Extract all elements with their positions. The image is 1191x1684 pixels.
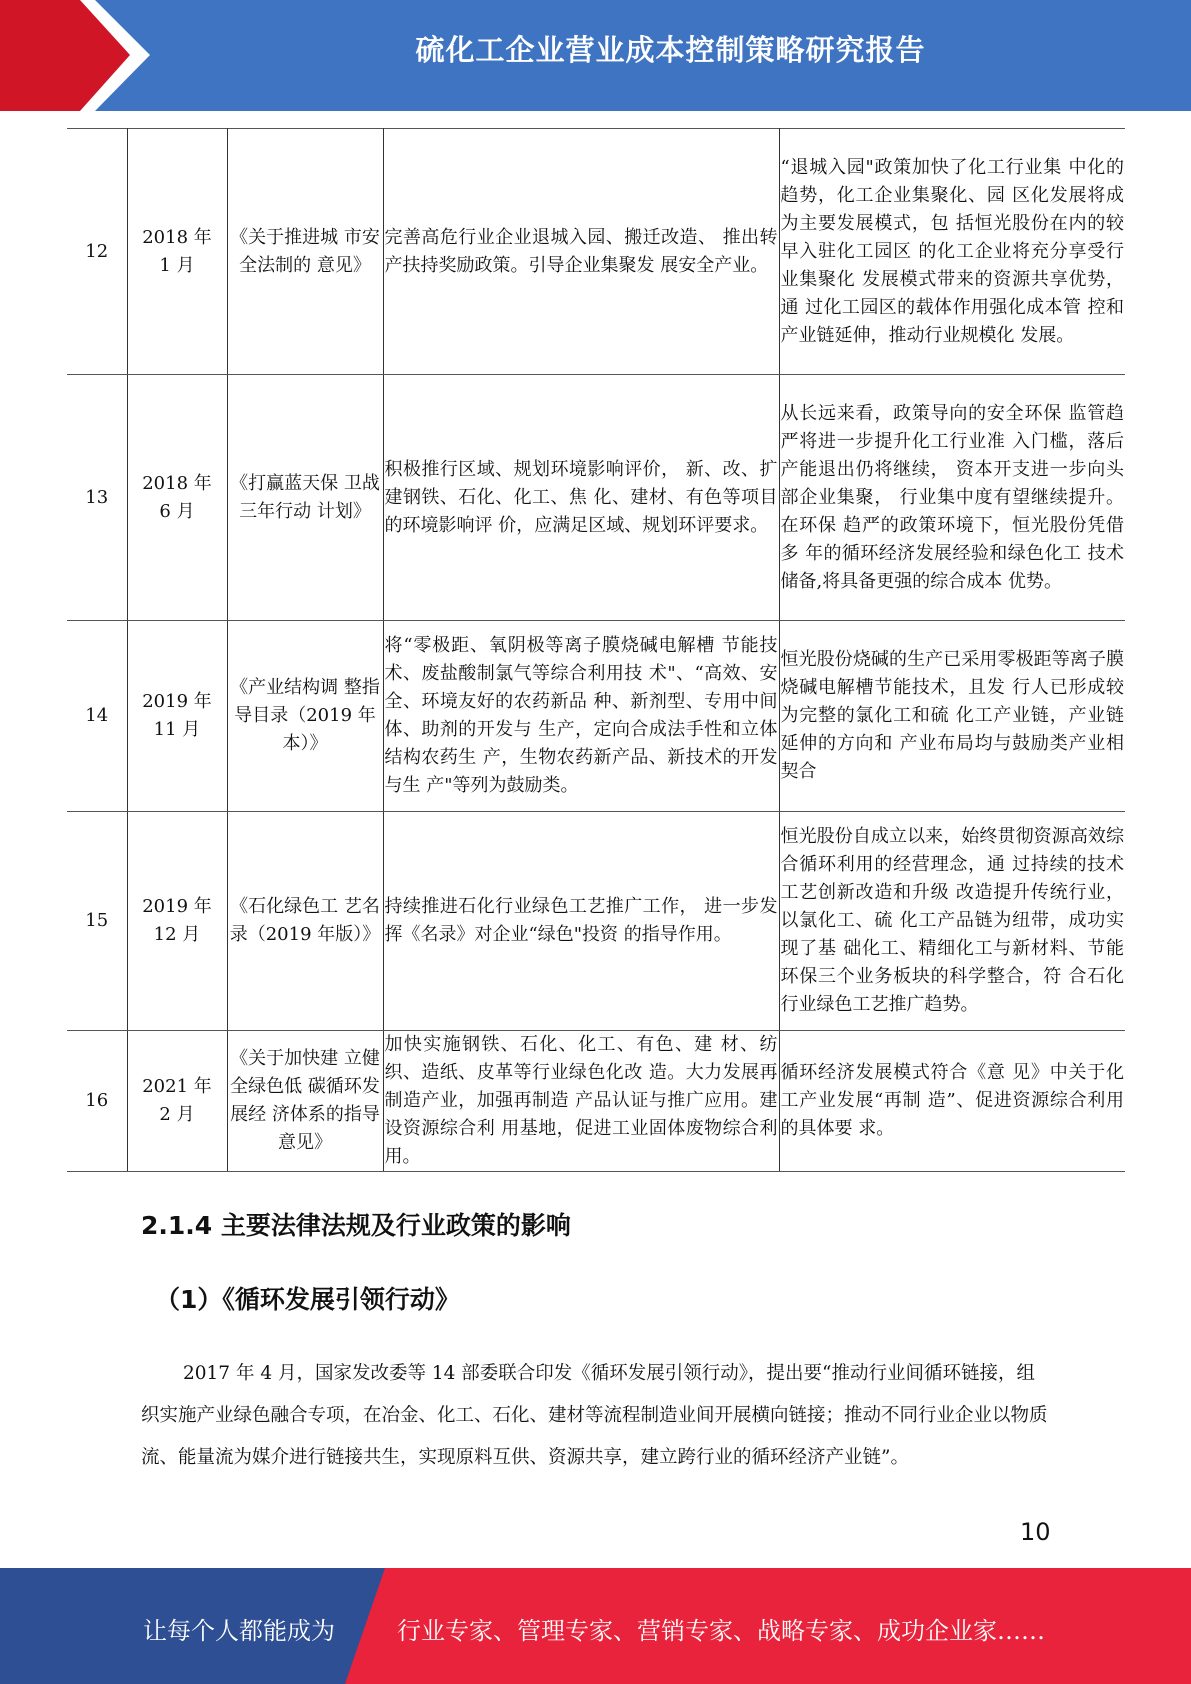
header-title: 硫化工企业营业成本控制策略研究报告 bbox=[415, 33, 926, 67]
row-date: 2018 年 6 月 bbox=[127, 375, 227, 621]
row-policy-content: 积极推行区域、规划环境影响评价， 新、改、扩建钢铁、石化、化工、焦 化、建材、有色等项目的环境影响评 价，应满足区域、规划环评要求。 bbox=[383, 375, 779, 621]
footer-slogan-right: 行业专家、管理专家、营销专家、战略专家、成功企业家…… bbox=[397, 1617, 1045, 1645]
row-policy-content: 加快实施钢铁、石化、化工、有色、建 材、纺织、造纸、皮革等行业绿色化改 造。大力发展再制造产业，加强再制造 产品认证与推广应用。建设资源综合利 用基地，促进工业固体废物综合利用。 bbox=[383, 1031, 779, 1172]
row-policy-name: 《产业结构调 整指导目录（2019 年本）》 bbox=[227, 621, 383, 812]
row-number: 16 bbox=[67, 1031, 127, 1172]
row-policy-name: 《石化绿色工 艺名录（2019 年版）》 bbox=[227, 812, 383, 1031]
table-row bbox=[67, 621, 1125, 812]
row-policy-content: 持续推进石化行业绿色工艺推广工作， 进一步发挥《名录》对企业“绿色"投资 的指导作用。 bbox=[383, 812, 779, 1031]
row-policy-impact: 从长远来看，政策导向的安全环保 监管趋严将进一步提升化工行业准 入门槛，落后产能退出仍将继续， 资本开支进一步向头部企业集聚， 行业集中度有望继续提升。在环保 趋严的政策环境下，恒光股份凭借多 年的循环经济发展经验和绿色化工 技术储备,将具备更强的综合成本 优势。 bbox=[779, 375, 1125, 621]
row-policy-name: 《关于加快建 立健全绿色低 碳循环发展经 济体系的指导 意见》 bbox=[227, 1031, 383, 1172]
subsection-heading: （1）《循环发展引领行动》 bbox=[155, 1285, 460, 1314]
table-row bbox=[67, 129, 1125, 375]
row-policy-name: 《打赢蓝天保 卫战三年行动 计划》 bbox=[227, 375, 383, 621]
row-policy-impact: 恒光股份烧碱的生产已采用零极距等离子膜烧碱电解槽节能技术，且发 行人已形成较为完整的氯化工和硫 化工产业链，产业链延伸的方向和 产业布局均与鼓励类产业相契合 bbox=[779, 621, 1125, 812]
table-row bbox=[67, 1031, 1125, 1172]
row-number: 12 bbox=[67, 129, 127, 375]
body-paragraph: 2017 年 4 月，国家发改委等 14 部委联合印发《循环发展引领行动》，提出要“推动行业间循环链接，组织实施产业绿色融合专项，在冶金、化工、石化、建材等流程制造业间开展横向链接；推动不同行业企业以物质流、能量流为媒介进行链接共生，实现原料互供、资源共享，建立跨行业的循环经济产业链”。 bbox=[141, 1363, 1048, 1468]
page-number: 10 bbox=[1020, 1518, 1051, 1546]
page-header bbox=[0, 0, 1191, 111]
row-date: 2018 年 1 月 bbox=[127, 129, 227, 375]
row-policy-impact: 循环经济发展模式符合《意 见》中关于化工产业发展“再制 造”、促进资源综合利用的具体要 求。 bbox=[779, 1031, 1125, 1172]
row-policy-content: 将“零极距、氧阴极等离子膜烧碱电解槽 节能技术、废盐酸制氯气等综合利用技 术"、“高效、安全、环境友好的农药新品 种、新剂型、专用中间体、助剂的开发与 生产，定向合成法手性和立体结构农药生 产，生物农药新产品、新技术的开发与生 产"等列为鼓励类。 bbox=[383, 621, 779, 812]
row-policy-content: 完善高危行业企业退城入园、搬迁改造、 推出转产扶持奖励政策。引导企业集聚发 展安全产业。 bbox=[383, 129, 779, 375]
row-date: 2021 年 2 月 bbox=[127, 1031, 227, 1172]
table-row bbox=[67, 812, 1125, 1031]
row-policy-name: 《关于推进城 市安全法制的 意见》 bbox=[227, 129, 383, 375]
row-date: 2019 年 12 月 bbox=[127, 812, 227, 1031]
row-date: 2019 年 11 月 bbox=[127, 621, 227, 812]
row-policy-impact: “退城入园"政策加快了化工行业集 中化的趋势，化工企业集聚化、园 区化发展将成为主要发展模式，包 括恒光股份在内的较早入驻化工园区 的化工企业将充分享受行业集聚化 发展模式带来的资源共享优势，通 过化工园区的载体作用强化成本管 控和产业链延伸，推动行业规模化 发展。 bbox=[779, 129, 1125, 375]
row-number: 13 bbox=[67, 375, 127, 621]
row-number: 14 bbox=[67, 621, 127, 812]
table-row bbox=[67, 375, 1125, 621]
footer-slogan-left: 让每个人都能成为 bbox=[143, 1617, 335, 1645]
policy-table bbox=[67, 128, 1125, 1172]
row-number: 15 bbox=[67, 812, 127, 1031]
header-red-chevron bbox=[0, 0, 150, 111]
section-heading: 2.1.4 主要法律法规及行业政策的影响 bbox=[141, 1211, 571, 1240]
row-policy-impact: 恒光股份自成立以来，始终贯彻资源高效综合循环利用的经营理念，通 过持续的技术工艺创新改造和升级 改造提升传统行业，以氯化工、硫 化工产品链为纽带，成功实现了基 础化工、精细化工与新材料、节能 环保三个业务板块的科学整合，符 合石化行业绿色工艺推广趋势。 bbox=[779, 812, 1125, 1031]
